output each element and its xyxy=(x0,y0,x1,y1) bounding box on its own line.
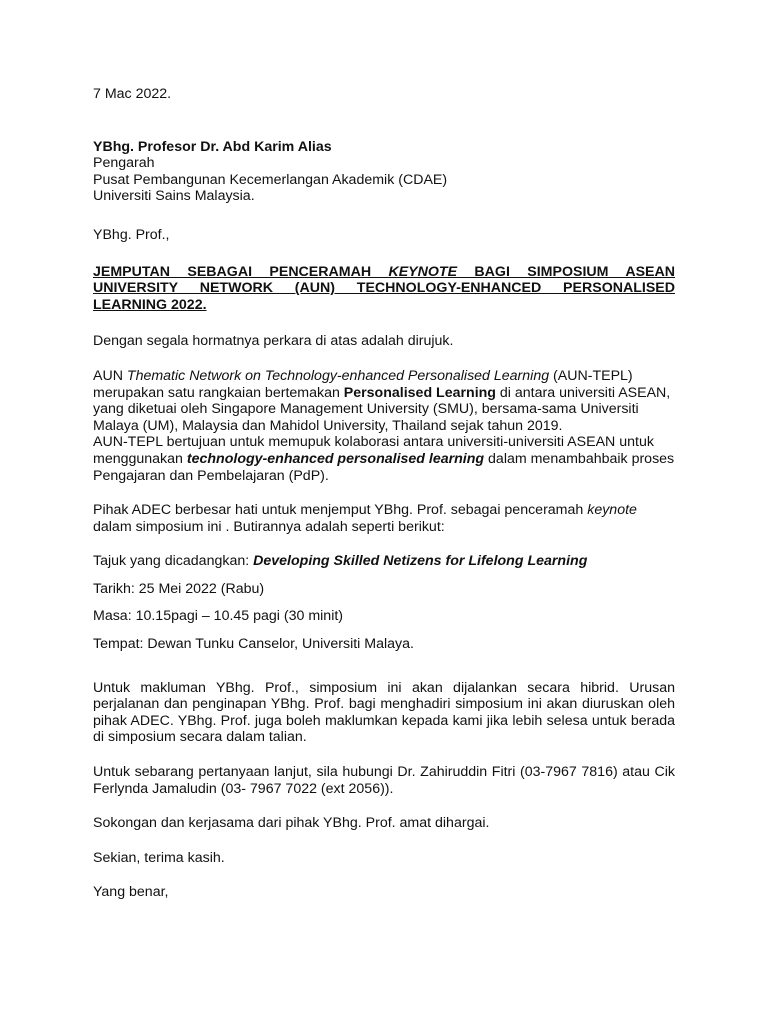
recipient-name: YBhg. Profesor Dr. Abd Karim Alias xyxy=(93,138,332,155)
letter-date: 7 Mac 2022. xyxy=(93,86,172,102)
subject-keyword: KEYNOTE xyxy=(388,263,458,280)
contact-paragraph: Untuk sebarang pertanyaan lanjut, sila hubungi Dr. Zahiruddin Fitri (03-7967 7816) atau Cik Ferlynda Jamaludin (03- 7967 7022 (ext 2056)). xyxy=(93,764,675,797)
letter-page xyxy=(93,86,675,919)
background-tepl: technology-enhanced personalised learning xyxy=(186,450,485,467)
invitation-keynote: keynote xyxy=(587,502,637,519)
detail-title-value: Developing Skilled Netizens for Lifelong Learning xyxy=(253,553,588,570)
appreciation-paragraph: Sokongan dan kerjasama dari pihak YBhg. Prof. amat dihargai. xyxy=(93,815,490,832)
background-paragraph xyxy=(93,368,675,484)
recipient-block xyxy=(93,139,675,205)
closing-line: Sekian, terima kasih. xyxy=(93,849,225,866)
hybrid-paragraph: Untuk makluman YBhg. Prof., simposium ini akan dijalankan secara hibrid. Urusan perjalanan dan penginapan YBhg. Prof. bagi menghadiri simposium ini akan diuruskan oleh pihak ADEC. YBhg. Prof. juga boleh maklumkan kepada kami jika lebih selesa untuk berada di simposium secara dalam talian. xyxy=(93,679,675,746)
signoff-line: Yang benar, xyxy=(93,884,169,901)
recipient-position: Pengarah xyxy=(93,155,155,172)
background-theme: Personalised Learning xyxy=(343,384,496,401)
invitation-s3: dalam simposium ini . Butirannya adalah seperti berikut: xyxy=(93,518,445,535)
salutation: YBhg. Prof., xyxy=(93,226,170,243)
background-s3: (AUN-TEPL) merupakan satu rangkaian bertemakan xyxy=(93,367,633,401)
subject-line xyxy=(93,264,675,314)
background-s6: AUN-TEPL bertujuan untuk memupuk kolaborasi antara universiti-universiti ASEAN untuk menggunakan xyxy=(93,434,654,467)
detail-title-label: Tajuk yang dicadangkan: xyxy=(93,553,254,570)
invitation-s1: Pihak ADEC berbesar hati untuk menjemput YBhg. Prof. sebagai penceramah xyxy=(93,502,588,519)
background-s8: dalam menambahbaik proses Pengajaran dan Pembelajaran (PdP). xyxy=(93,450,675,484)
detail-time: Masa: 10.15pagi – 10.45 pagi (30 minit) xyxy=(93,608,344,625)
background-network-name: Thematic Network on Technology-enhanced Personalised Learning xyxy=(126,367,550,384)
detail-title xyxy=(93,553,675,570)
subject-part-1: JEMPUTAN SEBAGAI PENCERAMAH xyxy=(93,263,389,280)
recipient-institution: Universiti Sains Malaysia. xyxy=(93,188,255,205)
detail-venue: Tempat: Dewan Tunku Canselor, Universiti Malaya. xyxy=(93,636,414,653)
invitation-paragraph xyxy=(93,502,675,535)
detail-date: Tarikh: 25 Mei 2022 (Rabu) xyxy=(93,580,265,597)
background-s1: AUN xyxy=(93,367,127,384)
opening-paragraph: Dengan segala hormatnya perkara di atas adalah dirujuk. xyxy=(93,333,454,350)
subject-part-2: BAGI SIMPOSIUM ASEAN UNIVERSITY NETWORK (AUN) TECHNOLOGY-ENHANCED PERSONALISED LEARNING 2022. xyxy=(93,263,675,313)
recipient-department: Pusat Pembangunan Kecemerlangan Akademik (CDAE) xyxy=(93,171,448,188)
background-s5: di antara universiti ASEAN, yang diketuai oleh Singapore Management University (SMU), bersama-sama Universiti Malaya (UM), Malaysia dan Mahidol University, Thailand sejak tahun 2019. xyxy=(93,384,671,434)
